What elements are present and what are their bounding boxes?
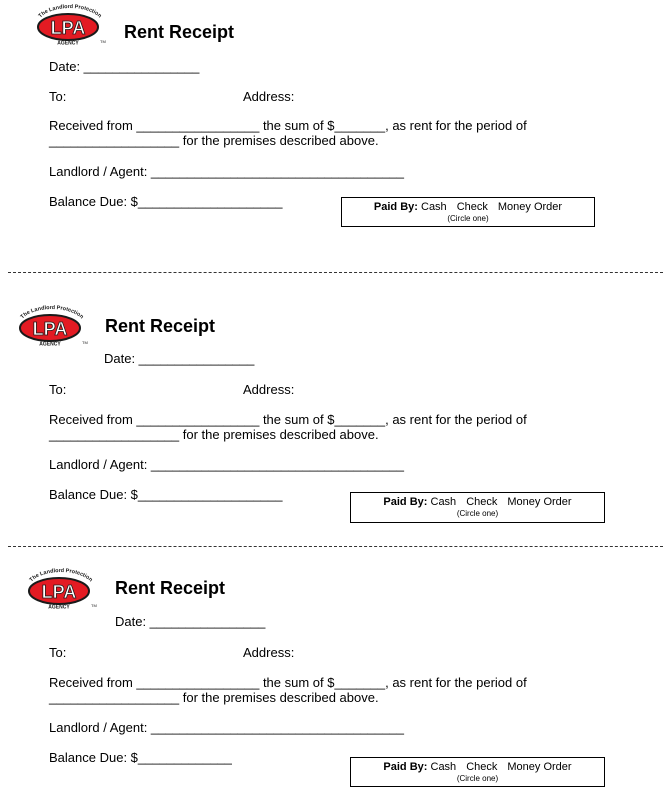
to-label: To:	[49, 89, 67, 104]
logo-agency: AGENCY	[48, 604, 70, 610]
receipt-title: Rent Receipt	[115, 578, 226, 598]
logo-tm: TM	[100, 39, 106, 44]
receipt-title: Rent Receipt	[124, 22, 235, 42]
balance-line: Balance Due: $____________________	[49, 194, 283, 209]
date-line: Date: ________________	[115, 614, 266, 629]
landlord-line: Landlord / Agent: ___________________________________	[49, 164, 404, 179]
date-line: Date: ________________	[104, 351, 255, 366]
date-line: Date: ________________	[49, 59, 200, 74]
receipt-title: Rent Receipt	[105, 316, 216, 336]
logo-tm: TM	[82, 340, 88, 345]
received-line: Received from _________________ the sum of $_______, as rent for the period of	[49, 412, 527, 427]
paid-by-note: (Circle one)	[456, 509, 499, 518]
address-label: Address:	[243, 89, 295, 104]
logo-letters: LPA	[41, 582, 77, 602]
paid-by-note: (Circle one)	[447, 214, 489, 223]
paid-by-note: (Circle one)	[456, 774, 499, 783]
paid-by-label: Paid By:	[383, 761, 428, 773]
address-label: Address:	[243, 382, 295, 397]
paid-by-check: Check	[466, 761, 498, 773]
logo-letters: LPA	[32, 319, 68, 339]
premises-line: __________________ for the premises described above.	[49, 133, 379, 148]
address-label: Address:	[243, 645, 295, 660]
logo-arc-text: The Landlord Protection	[37, 4, 103, 20]
logo-agency: AGENCY	[39, 341, 61, 347]
paid-by-cash: Cash	[430, 761, 457, 773]
logo-agency: AGENCY	[57, 40, 79, 46]
to-label: To:	[49, 645, 67, 660]
paid-by-money-order: Money Order	[507, 496, 572, 508]
logo-letters: LPA	[50, 18, 86, 38]
paid-by-check: Check	[466, 496, 498, 508]
paid-by-label: Paid By:	[373, 201, 418, 213]
balance-line: Balance Due: $_____________	[49, 750, 232, 765]
landlord-line: Landlord / Agent: ___________________________________	[49, 457, 404, 472]
logo-arc-text: The Landlord Protection	[19, 305, 85, 321]
paid-by-money-order: Money Order	[497, 201, 563, 213]
received-line: Received from _________________ the sum of $_______, as rent for the period of	[49, 675, 527, 690]
paid-by-cash: Cash	[421, 201, 447, 213]
to-label: To:	[49, 382, 67, 397]
paid-by-label: Paid By:	[383, 496, 428, 508]
logo-arc-text: The Landlord Protection	[28, 568, 94, 584]
received-line: Received from _________________ the sum of $_______, as rent for the period of	[49, 118, 527, 133]
premises-line: __________________ for the premises described above.	[49, 690, 379, 705]
paid-by-money-order: Money Order	[507, 761, 572, 773]
paid-by-cash: Cash	[430, 496, 457, 508]
premises-line: __________________ for the premises described above.	[49, 427, 379, 442]
balance-line: Balance Due: $____________________	[49, 487, 283, 502]
paid-by-box	[350, 757, 605, 787]
lpa-logo	[21, 568, 101, 610]
landlord-line: Landlord / Agent: ___________________________________	[49, 720, 404, 735]
paid-by-check: Check	[456, 201, 488, 213]
logo-tm: TM	[91, 603, 97, 608]
